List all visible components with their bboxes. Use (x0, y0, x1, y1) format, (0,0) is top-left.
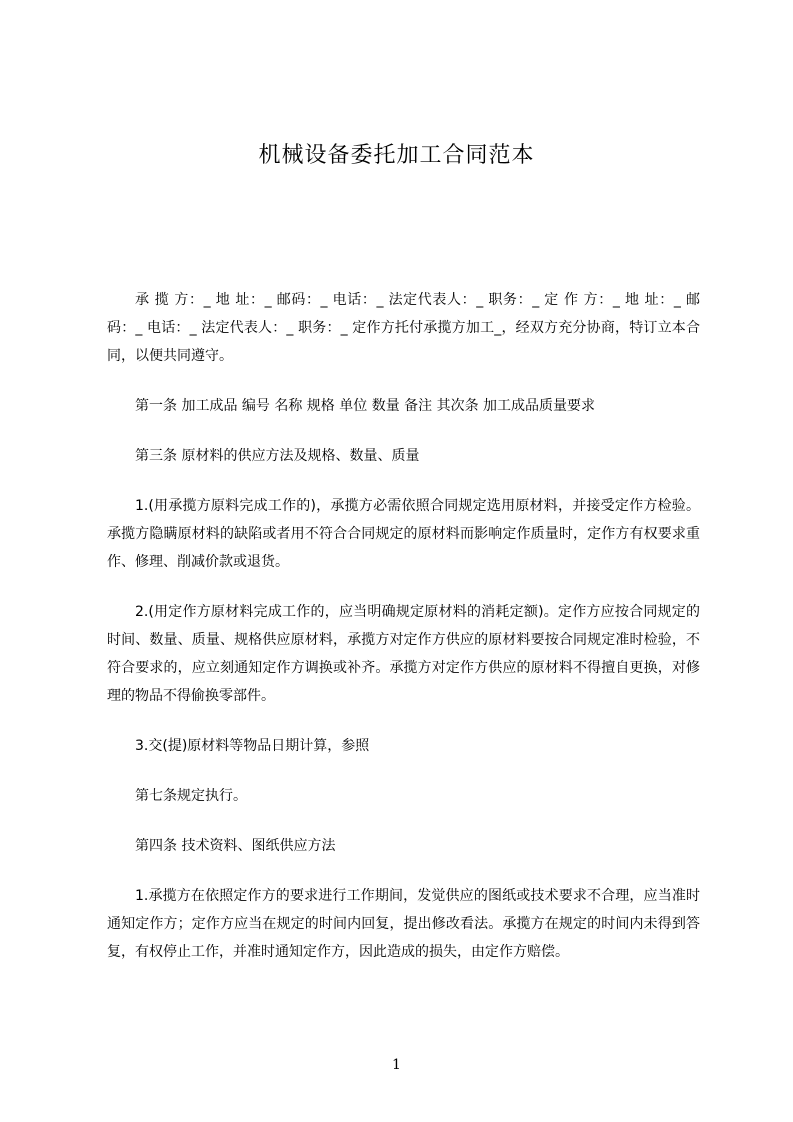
paragraph-article-4-item-1: 1.承揽方在依照定作方的要求进行工作期间，发觉供应的图纸或技术要求不合理，应当准时通知定作方；定作方应当在规定的时间内回复，提出修改看法。承揽方在规定的时间内未得到答复，有权停止工作，并准时通知定作方，因此造成的损失，由定作方赔偿。 (107, 888, 700, 960)
paragraph-article-3-item-1: 1.(用承揽方原料完成工作的)，承揽方必需依照合同规定选用原材料，并接受定作方检验。承揽方隐瞒原材料的缺陷或者用不符合合同规定的原材料而影响定作质量时，定作方有权要求重作、修理、削减价款或退货。 (107, 498, 700, 570)
paragraph-article-3-item-3: 3.交(提)原材料等物品日期计算，参照 (135, 738, 370, 754)
document-body (107, 286, 700, 988)
paragraph-article-3-item-2: 2.(用定作方原材料完成工作的，应当明确规定原材料的消耗定额)。定作方应按合同规定的时间、数量、质量、规格供应原材料，承揽方对定作方供应的原材料要按合同规定准时检验，不符合要求的，应立刻通知定作方调换或补齐。承揽方对定作方供应的原材料不得擅自更换，对修理的物品不得偷换零部件。 (107, 604, 700, 704)
paragraph-article-7-reference: 第七条规定执行。 (135, 788, 247, 804)
document-title: 机械设备委托加工合同范本 (258, 143, 535, 168)
paragraph-parties: 承 揽 方：_ 地 址：_ 邮码：_ 电话：_ 法定代表人：_ 职务：_ 定 作 方：_ 地 址：_ 邮码：_ 电话：_ 法定代表人：_ 职务：_ 定作方托付承揽方加工_，经双方充分协商，特订立本合同，以便共同遵守。 (107, 292, 700, 364)
paragraph-article-3: 第三条 原材料的供应方法及规格、数量、质量 (135, 448, 420, 464)
paragraph-article-4: 第四条 技术资料、图纸供应方法 (135, 838, 336, 854)
page-number: 1 (392, 1057, 401, 1073)
paragraph-article-1: 第一条 加工成品 编号 名称 规格 单位 数量 备注 其次条 加工成品质量要求 (135, 398, 596, 414)
